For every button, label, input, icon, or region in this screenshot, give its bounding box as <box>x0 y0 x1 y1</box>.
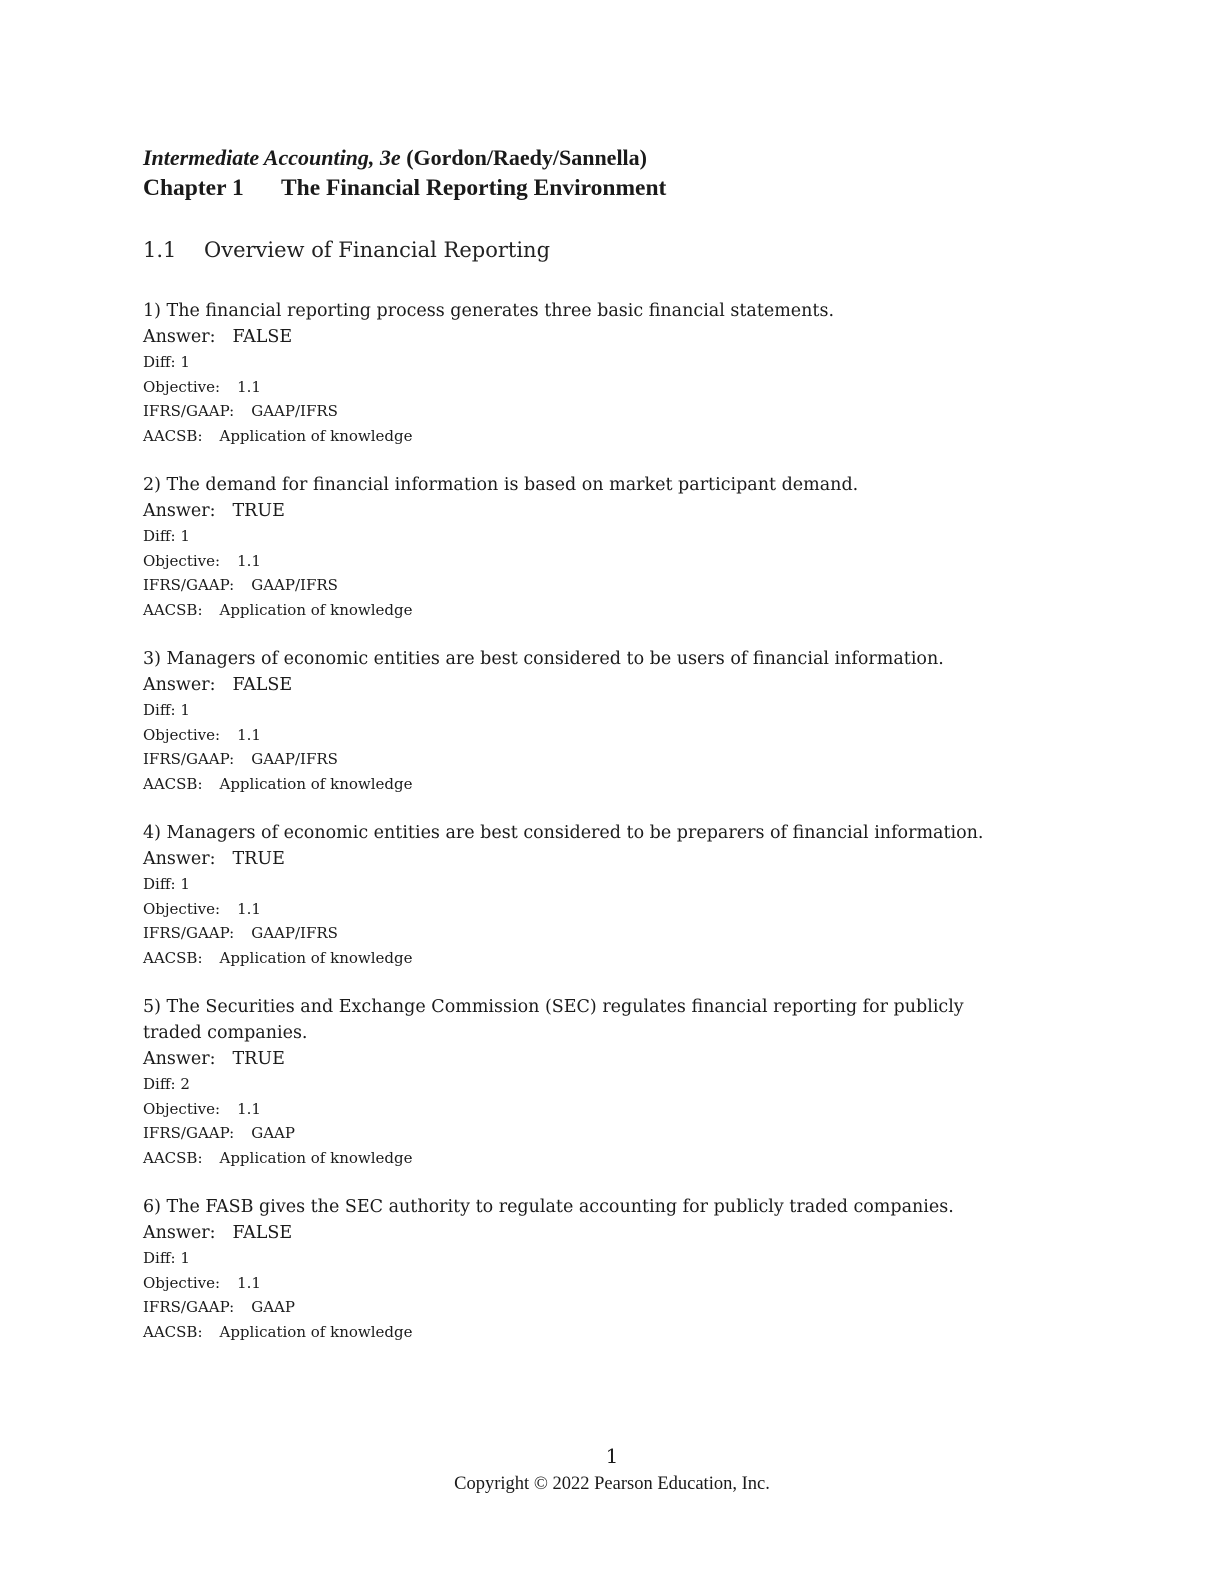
aacsb-value: Application of knowledge <box>219 1148 413 1167</box>
diff-value: 1 <box>180 701 190 719</box>
objective-label: Objective: <box>143 725 221 744</box>
answer-value: FALSE <box>232 1223 293 1243</box>
answer-label: Answer: <box>143 501 216 521</box>
objective-value: 1.1 <box>237 899 261 918</box>
diff-line <box>143 524 1103 549</box>
diff-value: 1 <box>180 527 190 545</box>
aacsb-value: Application of knowledge <box>219 1322 413 1341</box>
ifrs-gaap-label: IFRS/GAAP: <box>143 750 235 768</box>
diff-label: Diff: <box>143 353 176 371</box>
objective-line <box>143 1271 1103 1296</box>
objective-line <box>143 549 1103 574</box>
objective-label: Objective: <box>143 1273 221 1292</box>
ifrs-gaap-value: GAAP/IFRS <box>251 402 338 420</box>
ifrs-gaap-line <box>143 573 1103 598</box>
aacsb-value: Application of knowledge <box>219 774 413 793</box>
answer-line <box>143 1220 1103 1246</box>
objective-line <box>143 897 1103 922</box>
question-text: 2) The demand for financial information is based on market participant demand. <box>143 475 859 495</box>
answer-line <box>143 324 1103 350</box>
ifrs-gaap-label: IFRS/GAAP: <box>143 1124 235 1142</box>
aacsb-line <box>143 1320 1103 1345</box>
diff-label: Diff: <box>143 1249 176 1267</box>
aacsb-label: AACSB: <box>143 426 203 445</box>
aacsb-label: AACSB: <box>143 948 203 967</box>
objective-value: 1.1 <box>237 551 261 570</box>
ifrs-gaap-label: IFRS/GAAP: <box>143 924 235 942</box>
question-list <box>143 298 1103 1368</box>
objective-value: 1.1 <box>237 1099 261 1118</box>
answer-label: Answer: <box>143 675 216 695</box>
book-citation <box>143 143 1103 173</box>
ifrs-gaap-label: IFRS/GAAP: <box>143 402 235 420</box>
question-item <box>143 1194 1103 1344</box>
aacsb-value: Application of knowledge <box>219 600 413 619</box>
diff-value: 1 <box>180 875 190 893</box>
chapter-heading <box>143 173 1103 203</box>
ifrs-gaap-value: GAAP/IFRS <box>251 750 338 768</box>
book-authors: (Gordon/Raedy/Sannella) <box>406 145 647 170</box>
aacsb-label: AACSB: <box>143 774 203 793</box>
diff-line <box>143 1246 1103 1271</box>
ifrs-gaap-label: IFRS/GAAP: <box>143 576 235 594</box>
answer-label: Answer: <box>143 1223 216 1243</box>
question-text: 3) Managers of economic entities are best considered to be users of financial information. <box>143 649 944 669</box>
answer-value: FALSE <box>232 327 293 347</box>
page-number: 1 <box>605 1444 619 1468</box>
diff-label: Diff: <box>143 1075 176 1093</box>
aacsb-line <box>143 598 1103 623</box>
question-item <box>143 472 1103 622</box>
ifrs-gaap-line <box>143 399 1103 424</box>
chapter-label: Chapter 1 <box>143 175 244 201</box>
aacsb-line <box>143 772 1103 797</box>
question-item <box>143 646 1103 796</box>
section-heading <box>143 234 550 266</box>
answer-line <box>143 498 1103 524</box>
diff-value: 1 <box>180 353 190 371</box>
answer-line <box>143 1046 1103 1072</box>
diff-label: Diff: <box>143 701 176 719</box>
ifrs-gaap-value: GAAP <box>251 1124 295 1142</box>
objective-label: Objective: <box>143 899 221 918</box>
aacsb-line <box>143 946 1103 971</box>
aacsb-label: AACSB: <box>143 1322 203 1341</box>
answer-label: Answer: <box>143 1049 216 1069</box>
diff-label: Diff: <box>143 875 176 893</box>
book-title: Intermediate Accounting, 3e <box>143 145 401 170</box>
question-text: 5) The Securities and Exchange Commission (SEC) regulates financial reporting for publicly traded companies. <box>143 997 964 1043</box>
aacsb-line <box>143 1146 1103 1171</box>
answer-label: Answer: <box>143 849 216 869</box>
chapter-title: The Financial Reporting Environment <box>281 175 667 201</box>
answer-value: TRUE <box>232 501 285 521</box>
ifrs-gaap-value: GAAP <box>251 1298 295 1316</box>
question-text: 6) The FASB gives the SEC authority to regulate accounting for publicly traded companies. <box>143 1197 954 1217</box>
answer-value: TRUE <box>232 849 285 869</box>
aacsb-label: AACSB: <box>143 600 203 619</box>
objective-label: Objective: <box>143 1099 221 1118</box>
question-text: 4) Managers of economic entities are best considered to be preparers of financial information. <box>143 823 984 843</box>
question-item <box>143 994 1103 1170</box>
diff-line <box>143 698 1103 723</box>
diff-value: 2 <box>180 1075 190 1093</box>
objective-line <box>143 1097 1103 1122</box>
objective-line <box>143 375 1103 400</box>
aacsb-label: AACSB: <box>143 1148 203 1167</box>
answer-value: FALSE <box>232 675 293 695</box>
objective-value: 1.1 <box>237 377 261 396</box>
objective-value: 1.1 <box>237 725 261 744</box>
ifrs-gaap-line <box>143 1121 1103 1146</box>
objective-label: Objective: <box>143 551 221 570</box>
diff-line <box>143 872 1103 897</box>
aacsb-line <box>143 424 1103 449</box>
ifrs-gaap-line <box>143 921 1103 946</box>
diff-line <box>143 350 1103 375</box>
question-text: 1) The financial reporting process generates three basic financial statements. <box>143 301 835 321</box>
diff-line <box>143 1072 1103 1097</box>
answer-label: Answer: <box>143 327 216 347</box>
ifrs-gaap-value: GAAP/IFRS <box>251 576 338 594</box>
aacsb-value: Application of knowledge <box>219 948 413 967</box>
ifrs-gaap-line <box>143 747 1103 772</box>
section-title: Overview of Financial Reporting <box>204 238 551 262</box>
objective-label: Objective: <box>143 377 221 396</box>
question-item <box>143 820 1103 970</box>
answer-value: TRUE <box>232 1049 285 1069</box>
ifrs-gaap-value: GAAP/IFRS <box>251 924 338 942</box>
aacsb-value: Application of knowledge <box>219 426 413 445</box>
question-item <box>143 298 1103 448</box>
section-number: 1.1 <box>143 238 177 262</box>
objective-value: 1.1 <box>237 1273 261 1292</box>
answer-line <box>143 846 1103 872</box>
answer-line <box>143 672 1103 698</box>
objective-line <box>143 723 1103 748</box>
ifrs-gaap-label: IFRS/GAAP: <box>143 1298 235 1316</box>
copyright-notice: Copyright © 2022 Pearson Education, Inc. <box>454 1474 770 1494</box>
document-header <box>143 143 1103 203</box>
diff-label: Diff: <box>143 527 176 545</box>
ifrs-gaap-line <box>143 1295 1103 1320</box>
diff-value: 1 <box>180 1249 190 1267</box>
